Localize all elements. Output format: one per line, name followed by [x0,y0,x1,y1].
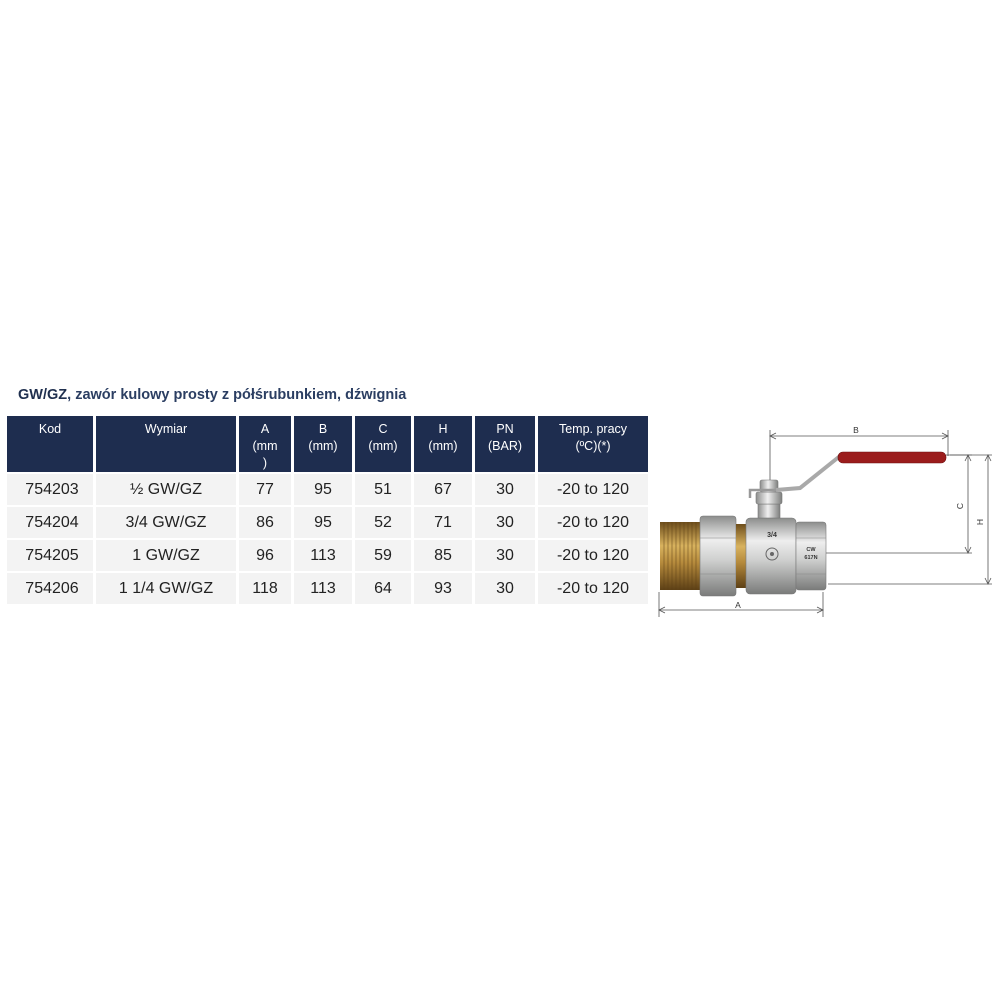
cell-b: 95 [294,507,352,538]
body-marking-size: 3/4 [767,532,777,539]
header-pn: PN (BAR) [475,416,535,472]
dimension-a [659,592,823,617]
header-c: C (mm) [355,416,411,472]
cell-wymiar: 1 1/4 GW/GZ [96,573,236,604]
header-wymiar: Wymiar [96,416,236,472]
valve-body [660,516,826,596]
cell-h: 85 [414,540,472,571]
valve-diagram [650,420,995,620]
cell-a: 118 [239,573,291,604]
header-kod: Kod [7,416,93,472]
cell-temp: -20 to 120 [538,474,648,505]
dim-label-c: C [955,502,965,510]
cell-temp: -20 to 120 [538,573,648,604]
cell-h: 93 [414,573,472,604]
cell-kod: 754205 [7,540,93,571]
cell-a: 96 [239,540,291,571]
cell-b: 113 [294,540,352,571]
cell-c: 59 [355,540,411,571]
cell-temp: -20 to 120 [538,540,648,571]
cell-wymiar: ½ GW/GZ [96,474,236,505]
cell-wymiar: 1 GW/GZ [96,540,236,571]
table-row [7,474,648,505]
product-title [18,387,406,403]
header-h: H (mm) [414,416,472,472]
cell-kod: 754204 [7,507,93,538]
cell-c: 51 [355,474,411,505]
cell-a: 77 [239,474,291,505]
cell-temp: -20 to 120 [538,507,648,538]
cell-pn: 30 [475,474,535,505]
cell-h: 67 [414,474,472,505]
lever-handle [776,452,946,490]
header-b: B (mm) [294,416,352,472]
dim-label-b: B [853,425,859,435]
table-row [7,540,648,571]
cell-kod: 754206 [7,573,93,604]
cell-b: 95 [294,474,352,505]
body-marking-material-1: CW [806,547,816,553]
cell-pn: 30 [475,507,535,538]
cell-wymiar: 3/4 GW/GZ [96,507,236,538]
cell-b: 113 [294,573,352,604]
header-a: A (mm ) [239,416,291,472]
product-title-rest: , zawór kulowy prosty z półśrubunkiem, dźwignia [67,387,407,403]
valve-stem [750,480,782,518]
body-marking-material-2: 617N [804,555,818,561]
cell-c: 64 [355,573,411,604]
product-title-bold: GW/GZ [18,387,68,403]
cell-pn: 30 [475,573,535,604]
dim-label-h: H [975,518,985,526]
cell-h: 71 [414,507,472,538]
header-temp: Temp. pracy (ºC)(*) [538,416,648,472]
cell-a: 86 [239,507,291,538]
cell-c: 52 [355,507,411,538]
spec-table [4,414,651,606]
table-header-row [7,416,648,472]
dimension-h [828,455,992,584]
table-row [7,507,648,538]
cell-kod: 754203 [7,474,93,505]
dim-label-a: A [735,600,741,610]
cell-pn: 30 [475,540,535,571]
table-row [7,573,648,604]
